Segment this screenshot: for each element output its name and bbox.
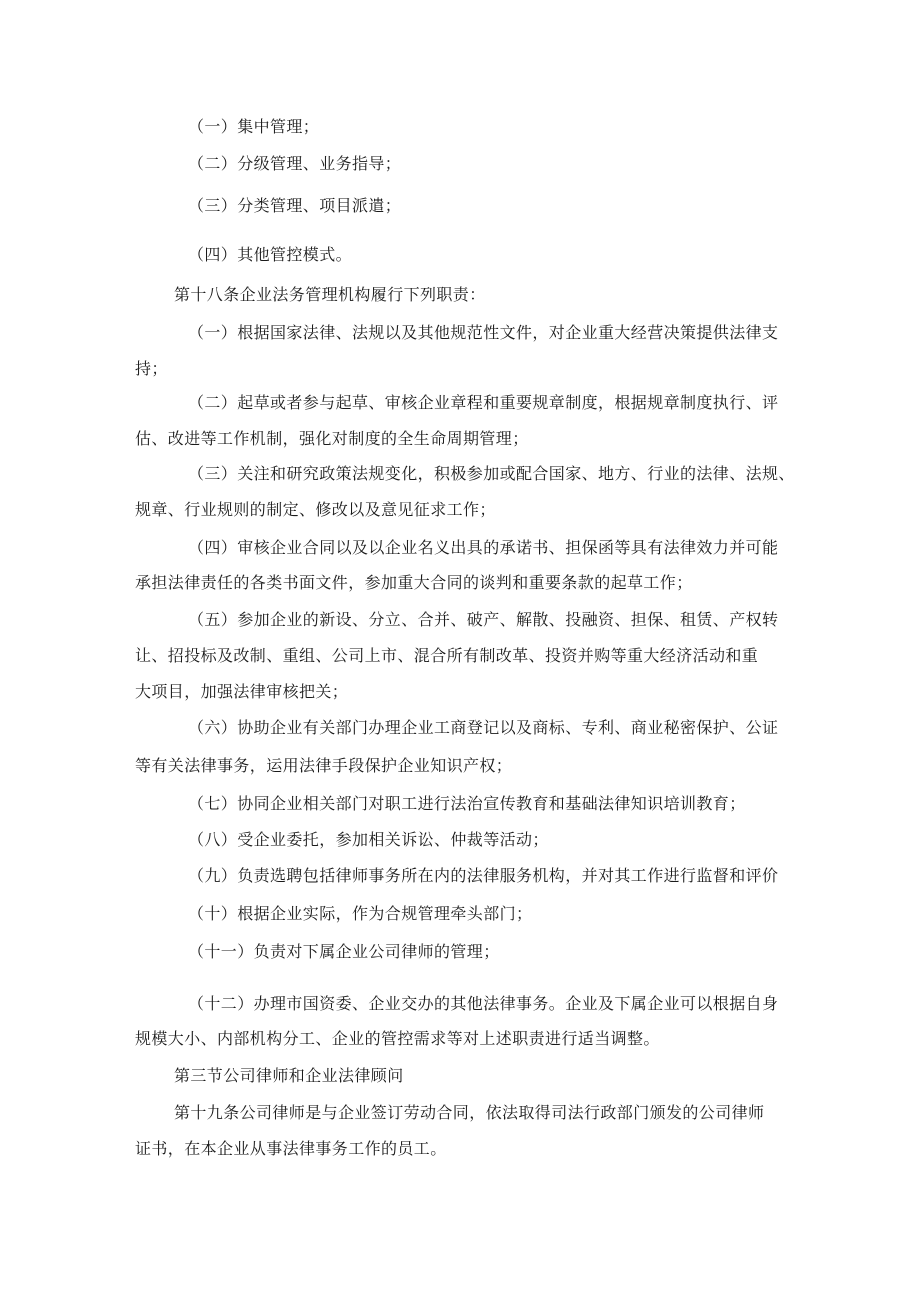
text-line: 等有关法律事务，运用法律手段保护企业知识产权；	[135, 756, 513, 775]
text-line: 估、改进等工作机制，强化对制度的全生命周期管理；	[135, 429, 529, 448]
text-line: （一）集中管理；	[188, 117, 320, 136]
text-line: 大项目，加强法律审核把关；	[135, 682, 349, 701]
text-line: （七）协同企业相关部门对职工进行法治宣传教育和基础法律知识培训教育；	[188, 794, 746, 813]
text-line: （三）分类管理、项目派遣；	[188, 196, 402, 215]
section-heading: 第十八条企业法务管理机构履行下列职责：	[174, 285, 486, 304]
text-line: （三）关注和研究政策法规变化，积极参加或配合国家、地方、行业的法律、法规、	[188, 464, 795, 483]
text-line: （九）负责选聘包括律师事务所在内的法律服务机构，并对其工作进行监督和评价	[188, 866, 779, 885]
text-line: （六）协助企业有关部门办理企业工商登记以及商标、专利、商业秘密保护、公证	[188, 718, 779, 737]
text-line: 规章、行业规则的制定、修改以及意见征求工作；	[135, 500, 496, 519]
text-line: （一）根据国家法律、法规以及其他规范性文件，对企业重大经营决策提供法律支	[188, 323, 779, 342]
text-line: （十二）办理市国资委、企业交办的其他法律事务。企业及下属企业可以根据自身	[188, 994, 779, 1013]
text-line: （十）根据企业实际，作为合规管理牵头部门；	[188, 904, 533, 923]
text-line: 承担法律责任的各类书面文件，参加重大合同的谈判和重要条款的起草工作；	[135, 573, 693, 592]
text-line: 证书，在本企业从事法律事务工作的员工。	[135, 1139, 447, 1158]
text-line: 规模大小、内部机构分工、企业的管控需求等对上述职责进行适当调整。	[135, 1029, 660, 1048]
text-line: （十一）负责对下属企业公司律师的管理；	[188, 942, 500, 961]
text-line: 第十九条公司律师是与企业签订劳动合同，依法取得司法行政部门颁发的公司律师	[174, 1103, 765, 1122]
text-line: 让、招投标及改制、重组、公司上市、混合所有制改革、投资并购等重大经济活动和重	[135, 646, 759, 665]
text-line: （四）其他管控模式。	[188, 245, 353, 264]
text-line: （二）起草或者参与起草、审核企业章程和重要规章制度，根据规章制度执行、评	[188, 393, 779, 412]
text-line: （二）分级管理、业务指导；	[188, 154, 402, 173]
section-heading: 第三节公司律师和企业法律顾问	[174, 1066, 404, 1085]
text-line: 持；	[135, 359, 168, 378]
text-line: （四）审核企业合同以及以企业名义出具的承诺书、担保函等具有法律效力并可能	[188, 538, 779, 557]
text-line: （五）参加企业的新设、分立、合并、破产、解散、投融资、担保、租赁、产权转	[188, 610, 779, 629]
text-line: （八）受企业委托，参加相关诉讼、仲裁等活动；	[188, 830, 549, 849]
